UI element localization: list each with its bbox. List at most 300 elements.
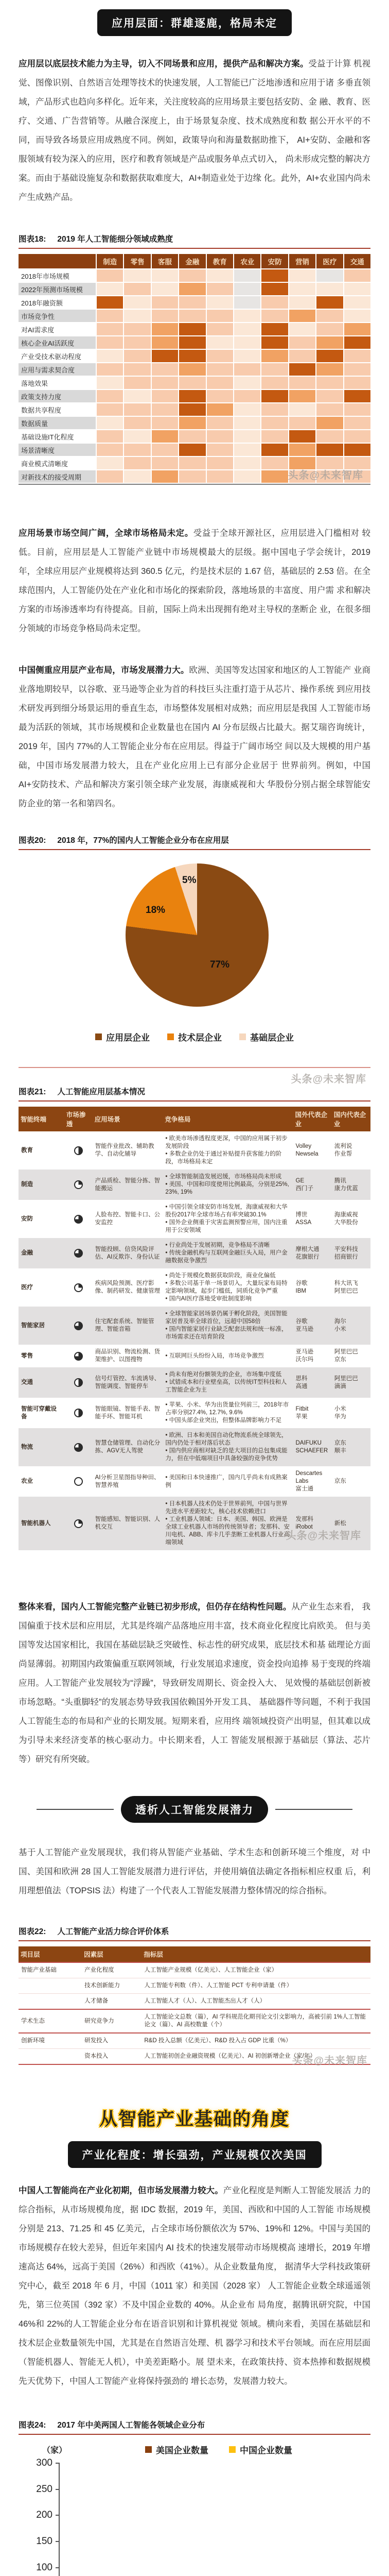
- heatmap-cell: [152, 363, 178, 376]
- figure-21: [19, 1086, 370, 1550]
- heatmap-cell: [152, 470, 178, 483]
- heatmap-cell: [261, 417, 288, 429]
- heatmap-cell: [124, 323, 150, 335]
- competition-bullet: • 全球智能制造发展迟缓，市场格局尚未形成: [165, 1174, 282, 1180]
- cell-scenarios: AI分析卫星图指导种田、智慧养殖: [95, 1474, 160, 1488]
- penetration-pie-icon: [74, 1283, 83, 1292]
- cell-market-penetration: [64, 1200, 93, 1238]
- heatmap-cell: [124, 296, 150, 309]
- pie-chart: [126, 863, 269, 1007]
- cell-project-layer: 创新环境: [21, 2038, 45, 2044]
- cell-foreign-companies: [293, 1466, 332, 1497]
- cell-competition: [163, 1428, 293, 1466]
- penetration-pie-icon: [74, 1477, 83, 1486]
- cell-scenarios: 智慧仓储管理、自动化分拣、AGV无人驾驶: [95, 1440, 161, 1454]
- company-name: 谷歌: [295, 1280, 308, 1286]
- table-header-cell: 项目层: [19, 1946, 82, 1962]
- big-heading-industry-base: 从智能产业基础的角度: [99, 2109, 290, 2129]
- heatmap-cell: [124, 283, 150, 295]
- competition-bullet: • 国内供应商相对缺乏的是大项目的总包集成能力，但在中低端项目中具备较强的竞争优势: [165, 1448, 288, 1462]
- paragraph-industrialization: [19, 2181, 370, 2391]
- heatmap-cell: [124, 470, 150, 483]
- company-name: 谷歌: [295, 1318, 308, 1325]
- heatmap-cell: [261, 350, 288, 362]
- legend-label: 中国企业数量: [240, 2446, 292, 2455]
- legend-swatch-icon: [167, 1033, 174, 1040]
- heatmap-cell: [97, 470, 123, 483]
- cell-foreign-companies: [293, 1367, 332, 1398]
- heatmap-cell: [179, 296, 205, 309]
- table-header-cell: 因素层: [82, 1946, 142, 1962]
- heatmap-cell: [261, 336, 288, 349]
- heatmap-cell: [234, 417, 260, 429]
- heatmap-cell: [179, 377, 205, 389]
- cell-field: 智能家居: [21, 1322, 45, 1329]
- heatmap-col-header: 医疗: [316, 254, 343, 268]
- heatmap-cell: [344, 470, 370, 483]
- figure-title: 2018 年，77%的国内人工智能企业分布在应用层: [57, 836, 229, 845]
- heatmap-row-label: 数据质量: [19, 417, 96, 429]
- figure-title: 2019 年人工智能细分领域成熟度: [57, 235, 173, 244]
- heatmap-cell: [234, 377, 260, 389]
- heatmap-col-header: 制造: [97, 254, 123, 268]
- cell-factor-layer: 产业化程度: [84, 1967, 114, 1973]
- legend-label: 技术层企业: [178, 1033, 222, 1043]
- cell-domestic-companies: [332, 1497, 370, 1550]
- heatmap-cell: [261, 283, 288, 295]
- heatmap-cell: [316, 457, 343, 469]
- heatmap-cell: [152, 323, 178, 335]
- company-name: 平安科技: [334, 1246, 358, 1252]
- company-name: 阿里巴巴: [334, 1288, 358, 1294]
- paragraph-lead: 应用层以底层技术能力为主导，切入不同场景和应用，提供产品和解决方案。: [19, 59, 309, 69]
- y-axis-tick-label: 250: [36, 2483, 52, 2495]
- heatmap-cell: [207, 363, 233, 376]
- cell-foreign-companies: [293, 1398, 332, 1428]
- competition-bullet: • 国内智能家居行业缺乏配套法规和统一标准，市场需求还在培育阶段: [165, 1326, 288, 1340]
- heatmap-cell: [97, 403, 123, 416]
- heatmap-cell: [289, 403, 315, 416]
- paragraph-text: 欧洲、美国等发达国家和地区的人工智能产 业商业落地期较早，以谷歌、亚马逊等企业为首的科技巨头注重打造于从芯片、操作系统 到应用技术研发再到细分场景运用的垂直生态，市场整体发展相对成熟；而应用层是我国 人工智能市场最为活跃的领域，其市场规模和企业数量也在国内 AI 分布层级占比最大。据艾瑞咨询统计，2019 年，国内 77%的人工智能企业分布在应用层。得益于广阔市场空 间以及大规模的用户基础，中国市场发展潜力较大，且在产业化应用上已有部分企业居于 世界前列。例如，中国 AI+安防技术、产品和解决方案引领全球产业发展，海康威视和大 华股份分别占据全球智能安防企业的第一名和第四名。: [19, 666, 370, 808]
- heatmap-cell: [152, 336, 178, 349]
- penetration-pie-icon: [74, 1409, 83, 1417]
- heatmap-cell: [179, 417, 205, 429]
- heatmap-cell: [344, 430, 370, 443]
- heatmap-cell: [124, 350, 150, 362]
- heatmap-cell: [152, 269, 178, 282]
- cell-indicator-layer: 人工智能专利数（件）、人工智能 PCT 专利申请量（件）: [144, 1982, 293, 1989]
- heatmap-cell: [261, 310, 288, 322]
- table-row: [19, 1497, 370, 1550]
- paragraph-text: 受益于全球开源社区，应用层进入门槛相对 较低。目前，应用层是人工智能产业链中市场规模最大的层级。据中国电子学会统计，2019 年，全球应用层产业规模将达到 360.5 亿元，约是技术层的 1.67 倍，基础层的 2.53 倍。在全球范围内，人工智能仍处在产业化和市场化的探索阶段，落地场景的丰富度、用户需 求和解决方案的市场渗透率均有待提高。目前，国际上尚未出现拥有绝对主导权的垄断企 业，在很多细分领域的市场竞争格局尚未定型。: [19, 529, 370, 633]
- y-axis-tick-label: 300: [36, 2458, 52, 2468]
- company-name: Newsela: [295, 1151, 319, 1157]
- heatmap-cell: [179, 269, 205, 282]
- table-row: [19, 1238, 370, 1268]
- competition-bullet: • 工业机器人领域：日本、美国、韩国、欧洲是全球工业机器人市场的传统领导者；发那科、安川电机、ABB、库卡几乎垄断工业机器人行业高端领域: [165, 1516, 290, 1546]
- cell-scenarios: 住宅配套系统、智能管理、智能音箱: [95, 1318, 154, 1332]
- company-name: 摩根大通: [295, 1246, 320, 1252]
- heatmap-cell: [207, 350, 233, 362]
- competition-bullet: • 欧美市场渗透程度更深，中国的应用属于初步发展阶段: [165, 1136, 288, 1149]
- company-name: 新松: [334, 1520, 346, 1527]
- heatmap-cell: [207, 430, 233, 443]
- banner-row: [19, 9, 370, 36]
- heatmap-cell: [261, 269, 288, 282]
- heatmap-cell: [289, 457, 315, 469]
- heatmap-cell: [344, 350, 370, 362]
- heatmap-cell: [152, 377, 178, 389]
- cell-domestic-companies: [332, 1307, 370, 1345]
- pill-banner-row: [19, 1796, 370, 1823]
- cell-scenarios: 疾病风险预测、医疗影像、制药研发、健康管理: [95, 1280, 161, 1294]
- figure-20-caption: [19, 834, 370, 850]
- paragraph-global-market: [19, 524, 370, 638]
- heatmap-cell: [207, 470, 233, 483]
- figure-number: 图表20:: [19, 836, 46, 845]
- y-axis-tick-mark: [56, 2463, 60, 2464]
- cell-competition: [163, 1170, 293, 1200]
- cell-project-layer: 智能产业基础: [21, 1967, 57, 1973]
- company-name: 京东: [334, 1440, 346, 1446]
- heatmap-cell: [234, 336, 260, 349]
- heatmap-cell: [289, 390, 315, 402]
- heatmap-cell: [179, 350, 205, 362]
- cell-indicator-layer: 人工智能产业规模（亿美元）、人工智能企业（家）: [144, 1967, 278, 1973]
- legend-swatch-icon: [239, 1033, 246, 1040]
- company-name: IBM: [295, 1288, 306, 1294]
- heatmap-col-header: 农业: [234, 254, 260, 268]
- cell-factor-layer: 人才储备: [84, 1998, 109, 2004]
- cell-market-penetration: [64, 1131, 93, 1170]
- legend-item: [145, 2443, 208, 2456]
- heatmap-cell: [97, 310, 123, 322]
- y-axis-unit: （家）: [42, 2446, 67, 2455]
- company-name: 富士通: [295, 1486, 313, 1492]
- company-name: Volley: [295, 1143, 312, 1149]
- y-axis-tick-mark: [56, 2541, 60, 2542]
- paragraph-lead: 应用场景市场空间广阔，全球市场格局未定。: [19, 529, 193, 538]
- cell-market-penetration: [64, 1307, 93, 1345]
- cell-field: 智能可穿戴设备: [21, 1405, 57, 1420]
- heatmap-row-label: 基础设施IT化程度: [19, 430, 96, 443]
- heatmap-cell: [179, 283, 205, 295]
- heatmap-cell: [344, 296, 370, 309]
- heatmap-cell: [316, 377, 343, 389]
- section-banner-industrialization: 产业化程度：增长强劲，产业规模仅次美国: [68, 2141, 322, 2168]
- heatmap-cell: [207, 269, 233, 282]
- heatmap-cell: [207, 283, 233, 295]
- table-row: [19, 2009, 370, 2032]
- legend-item: [95, 1030, 150, 1043]
- cell-foreign-companies: [293, 1238, 332, 1268]
- watermark: 头条@未来智库: [291, 1074, 366, 1085]
- table-row: [19, 1993, 370, 2009]
- cell-competition: [163, 1238, 293, 1268]
- company-name: 京东: [334, 1478, 346, 1484]
- legend-swatch-icon: [145, 2446, 152, 2453]
- application-layer-table: [19, 1107, 370, 1550]
- company-name: 高通: [295, 1383, 308, 1389]
- heatmap-cell: [124, 430, 150, 443]
- heatmap-cell: [152, 444, 178, 456]
- table-header-row: [19, 1946, 370, 1962]
- heatmap-row-label: 对新技术的接受周期: [19, 470, 96, 483]
- heatmap-cell: [179, 444, 205, 456]
- heatmap-col-header: 金融: [179, 254, 205, 268]
- cell-competition: [163, 1398, 293, 1428]
- chart-legend: [67, 2443, 370, 2456]
- cell-field: 物流: [21, 1444, 33, 1450]
- cell-domestic-companies: [332, 1170, 370, 1200]
- heatmap-cell: [97, 350, 123, 362]
- company-name: SCHAEFER: [295, 1448, 328, 1454]
- heatmap-cell: [234, 390, 260, 402]
- figure-title: 人工智能产业活力综合评价体系: [57, 1927, 169, 1936]
- heatmap-cell: [316, 403, 343, 416]
- heatmap-cell: [316, 350, 343, 362]
- heatmap-cell: [234, 403, 260, 416]
- heatmap-row-label: 商业模式清晰度: [19, 457, 96, 469]
- cell-market-penetration: [64, 1268, 93, 1307]
- table-header-cell: 国外代表企业: [293, 1107, 332, 1131]
- heatmap-cell: [344, 310, 370, 322]
- heatmap-cell: [261, 430, 288, 443]
- legend-item: [239, 1030, 294, 1043]
- heatmap-cell: [207, 403, 233, 416]
- company-name: GE: [295, 1177, 305, 1184]
- watermark: 头条@未来智库: [292, 2055, 367, 2066]
- heatmap-cell: [316, 323, 343, 335]
- cell-competition: [163, 1307, 293, 1345]
- cell-foreign-companies: [293, 1131, 332, 1170]
- heatmap-row-label: 场景清晰度: [19, 444, 96, 456]
- heatmap-cell: [152, 310, 178, 322]
- table-row: [19, 1367, 370, 1398]
- heatmap-cell: [124, 310, 150, 322]
- heatmap-cell: [207, 336, 233, 349]
- heatmap-col-header: 安防: [261, 254, 288, 268]
- heatmap-cell: [234, 470, 260, 483]
- cell-domestic-companies: [332, 1428, 370, 1466]
- legend-label: 美国企业数量: [156, 2446, 208, 2455]
- heatmap-cell: [261, 377, 288, 389]
- figure-20: [19, 834, 370, 1085]
- heatmap-cell: [152, 403, 178, 416]
- section-divider: [19, 1067, 370, 1068]
- heatmap-cell: [289, 350, 315, 362]
- legend-label: 应用层企业: [106, 1033, 150, 1043]
- y-axis-tick-label: 100: [36, 2562, 52, 2573]
- heatmap-cell: [261, 403, 288, 416]
- heatmap-cell: [97, 390, 123, 402]
- cell-foreign-companies: [293, 1307, 332, 1345]
- heatmap-cell: [179, 363, 205, 376]
- cell-foreign-companies: [293, 1268, 332, 1307]
- company-name: 西门子: [295, 1185, 313, 1192]
- heatmap-cell: [97, 323, 123, 335]
- cell-market-penetration: [64, 1428, 93, 1466]
- heatmap-cell: [124, 377, 150, 389]
- competition-bullet: • 美国和日本快速推广，国内几乎尚未有成熟案例: [165, 1474, 288, 1488]
- heatmap-row-label: 数据共享程度: [19, 403, 96, 416]
- competition-bullet: • 苹果、小米、华为出货量位列前三，2018年市占率分别27.4%, 12.7%, 9.6%: [165, 1402, 289, 1416]
- heatmap-cell: [344, 377, 370, 389]
- cell-domestic-companies: [332, 1367, 370, 1398]
- cell-field: 医疗: [21, 1284, 33, 1291]
- company-name: 顺丰: [334, 1448, 346, 1454]
- heatmap-cell: [179, 336, 205, 349]
- heatmap-cell: [261, 323, 288, 335]
- competition-bullet: • 全球智能家居场景仍属于孵化阶段，美国智能家居普及率全球首位，远超中国58倍: [165, 1311, 288, 1325]
- company-name: DAIFUKU: [295, 1440, 322, 1446]
- heatmap-cell: [344, 336, 370, 349]
- company-name: Fitbit: [295, 1405, 309, 1412]
- cell-scenarios: 智能作业批改、辅助教学、自动化辅导: [95, 1143, 154, 1157]
- table-row: [19, 1131, 370, 1170]
- figure-18: [19, 233, 370, 485]
- cell-domestic-companies: [332, 1345, 370, 1367]
- heatmap-cell: [316, 390, 343, 402]
- table-row: [19, 1200, 370, 1238]
- company-name: 小米: [334, 1405, 346, 1412]
- y-axis-tick-label: 150: [36, 2536, 52, 2547]
- heatmap-cell: [97, 363, 123, 376]
- competition-bullet: • 欧洲、日本和美国自动化物流系统全球领先，国内仍处于相对落后状态: [165, 1432, 288, 1446]
- heatmap-cell: [124, 457, 150, 469]
- company-name: 京东: [334, 1357, 346, 1363]
- figure-24-caption: [19, 2419, 370, 2435]
- cell-field: 安防: [21, 1215, 33, 1222]
- heatmap-cell: [234, 430, 260, 443]
- penetration-pie-icon: [74, 1352, 83, 1361]
- paragraph-industry-chain: [19, 1598, 370, 1769]
- company-name: 思科: [295, 1375, 308, 1382]
- cell-scenarios: 智能眼镜、智能手表、智能手环、智能耳机: [95, 1405, 161, 1420]
- cell-indicator-layer: 人工智能论文总数（篇），AI 学科规范化期刊论文引文影响力，高被引前 1%人工智能论文（篇）、AI 高校数量（个）: [144, 2014, 366, 2028]
- heatmap-cell: [289, 377, 315, 389]
- company-name: 招商银行: [334, 1253, 358, 1260]
- heatmap-row-label: 2018年融资额: [19, 296, 96, 309]
- paragraph-china-application: [19, 661, 370, 814]
- legend-swatch-icon: [95, 1033, 102, 1040]
- figure-22: [19, 1925, 370, 2065]
- heatmap-cell: [316, 430, 343, 443]
- heatmap-cell: [124, 417, 150, 429]
- heatmap-cell: [152, 296, 178, 309]
- penetration-pie-icon: [74, 1180, 83, 1189]
- cell-indicator-layer: 人工智能人才（人）、人工智能杰出人才（人）: [144, 1998, 266, 2004]
- heatmap-cell: [316, 417, 343, 429]
- paragraph-text: 受益于计算 机视觉、图像识别、自然语言处理等技术的快速发展，人工智能已广泛地渗透和应用于诸 多垂直领域，产品形式也趋向多样化。近年来，关注度较高的应用场景主要包括安防、金 融、教育、医疗、交通、广告营销等。从融合深度上，由于场景复杂度、技术成熟度和数 据公开水平的不同，而导致各场景应用成熟度不同。例如，政策导向和海量数据助推下， AI+安防、金融和客服领域有较为深入的应用，医疗和教育领域是产品或服务单点式切入， 尚未形成完整的解决方案。而由于基础设施复杂和数据获取难度大，AI+制造业处于边缘 化。此外，AI+农业国内尚未产生成熟产品。: [19, 59, 371, 202]
- company-name: 小米: [334, 1326, 346, 1332]
- y-axis-tick-label: 200: [36, 2510, 52, 2521]
- company-name: 阿里巴巴: [334, 1375, 358, 1382]
- heatmap-cell: [207, 390, 233, 402]
- heatmap-col-header: 教育: [207, 254, 233, 268]
- company-name: 科大讯飞: [334, 1280, 358, 1286]
- paragraph-application-layer: [19, 55, 370, 207]
- heatmap-cell: [179, 457, 205, 469]
- heatmap-cell: [124, 390, 150, 402]
- heatmap-cell: [234, 310, 260, 322]
- cell-competition: [163, 1345, 293, 1367]
- heatmap-cell: [97, 377, 123, 389]
- cell-market-penetration: [64, 1466, 93, 1497]
- heatmap-cell: [261, 457, 288, 469]
- heatmap-cell: [316, 310, 343, 322]
- table-row: [19, 1428, 370, 1466]
- heatmap-cell: [344, 323, 370, 335]
- cell-domestic-companies: [332, 1398, 370, 1428]
- heatmap-cell: [234, 269, 260, 282]
- heatmap-cell: [344, 363, 370, 376]
- competition-bullet: • 多数公司基于单一场景切入，大量玩家布局特定影响领域，起步门槛低，同质化竞争严重: [165, 1280, 288, 1294]
- table-row: [19, 1170, 370, 1200]
- evaluation-system-table: [19, 1946, 370, 2065]
- table-row: [19, 1978, 370, 1993]
- heatmap-cell: [152, 350, 178, 362]
- heatmap-cell: [234, 323, 260, 335]
- table-row: [19, 1466, 370, 1497]
- competition-bullet: • 试错成本和行业壁垒高，以传统IT型科技和人工智能企业为主: [165, 1379, 287, 1393]
- heatmap-cell: [97, 296, 123, 309]
- heatmap-cell: [289, 283, 315, 295]
- heatmap-row-label: 2022年预测市场规模: [19, 283, 96, 295]
- pie-slice-label-77: 77%: [210, 959, 230, 970]
- competition-bullet: • 美国、中国和印度使用比例最高，分别是25%, 23%, 19%: [165, 1181, 289, 1195]
- heatmap-cell: [179, 323, 205, 335]
- heatmap-cell: [316, 470, 343, 483]
- cell-factor-layer: 技术创新能力: [84, 1982, 120, 1989]
- heatmap-cell: [344, 283, 370, 295]
- cell-competition: [163, 1497, 293, 1550]
- heatmap-cell: [207, 323, 233, 335]
- heatmap-col-header: 交通: [344, 254, 370, 268]
- heatmap-cell: [344, 457, 370, 469]
- heatmap-col-header: 零售: [124, 254, 150, 268]
- competition-bullet: • 尚未有绝对份额领先的企业，市场集中度低: [165, 1371, 282, 1378]
- heatmap-cell: [289, 363, 315, 376]
- company-name: 华为: [334, 1413, 346, 1420]
- heatmap-cell: [207, 417, 233, 429]
- paragraph-lead: 中国人工智能尚在产业化初期，但市场发展潜力较大。: [19, 2186, 223, 2195]
- table-header-cell: 智能终端: [19, 1107, 64, 1131]
- heatmap-cell: [261, 363, 288, 376]
- company-name: 亚马逊: [295, 1349, 313, 1355]
- cell-project-layer: [19, 1978, 82, 1993]
- legend-swatch-icon: [229, 2446, 236, 2453]
- heatmap-cell: [261, 444, 288, 456]
- heatmap-cell: [261, 390, 288, 402]
- heatmap-cell: [207, 310, 233, 322]
- heatmap-cell: [344, 417, 370, 429]
- paragraph-lead: 中国侧重应用层产业布局，市场发展潜力大。: [19, 666, 189, 675]
- banner-row: [19, 2141, 370, 2168]
- competition-bullet: • 多数企业仍处于通过补贴提升获客能力的阶段，市场格局未定: [165, 1151, 282, 1165]
- cell-foreign-companies: [293, 1345, 332, 1367]
- figure-22-caption: [19, 1925, 370, 1941]
- cell-market-penetration: [64, 1170, 93, 1200]
- cell-project-layer: 学术生态: [21, 2018, 45, 2024]
- company-name: Descartes Labs: [295, 1470, 323, 1484]
- heatmap-cell: [261, 470, 288, 483]
- y-axis-tick-mark: [56, 2567, 60, 2568]
- cell-foreign-companies: [293, 1170, 332, 1200]
- heatmap-cell: [234, 350, 260, 362]
- cell-field: 智能机器人: [21, 1520, 51, 1527]
- competition-bullet: • 行业尚处于发展初期，竞争格局不清晰: [165, 1242, 270, 1248]
